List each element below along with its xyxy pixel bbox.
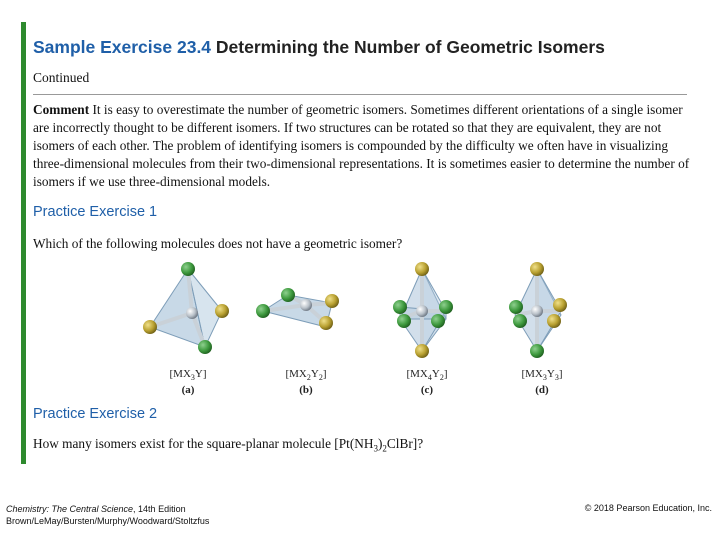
y-atom (530, 262, 544, 276)
x-atom (256, 304, 270, 318)
y-atom (415, 344, 429, 358)
practice-exercise-2-heading: Practice Exercise 2 (33, 406, 158, 422)
footer-copyright: © 2018 Pearson Education, Inc. (584, 503, 712, 513)
x-atom (431, 314, 445, 328)
comment-text: It is easy to overestimate the number of geometric isomers. Sometimes different orientations of a single isomer are incorrectly thought to be different isomers. If two structures can be rotated so that they are equivalent, they are not isomers of each other. The problem of identifying isomers is compounded by the difficulty we often have in visualizing three-dimensional molecules from their two-dimensional representations. It is sometimes easier to determine the number of isomers if we use three-dimensional models. (33, 102, 690, 189)
y-atom (553, 298, 567, 312)
practice-exercise-2-question: How many isomers exist for the square-planar molecule $[Pt(NH_3)_2ClBr]$? (33, 436, 424, 454)
x-atom (181, 262, 195, 276)
x-atom (143, 320, 157, 334)
x-atom (397, 314, 411, 328)
y-atom (215, 304, 229, 318)
title-rest: Determining the Number of Geometric Isomers (215, 37, 605, 57)
molecule-c-octahedral (393, 262, 453, 358)
option-letter-d: (d) (535, 384, 549, 396)
x-atom (198, 340, 212, 354)
book-authors: Brown/LeMay/Bursten/Murphy/Woodward/Stoltzfus (6, 516, 210, 526)
practice-exercise-1-question: Which of the following molecules does not have a geometric isomer? (33, 236, 403, 251)
option-letter-c: (c) (420, 384, 434, 396)
book-title: Chemistry: The Central Science (6, 504, 134, 514)
x-atom (509, 300, 523, 314)
comment-paragraph (33, 101, 693, 191)
continued-label: Continued (33, 70, 90, 85)
molecule-figure (130, 255, 590, 403)
y-atom (319, 316, 333, 330)
x-atom (281, 288, 295, 302)
practice-exercise-1-heading: Practice Exercise 1 (33, 204, 158, 220)
comment-label: Comment (33, 102, 90, 117)
option-letter-b: (b) (299, 384, 313, 396)
formula-c: $[MX_4Y_2]$ (406, 368, 448, 382)
x-atom (393, 300, 407, 314)
metal-atom (416, 305, 428, 317)
formula-a: $[MX_3Y]$ (169, 368, 207, 382)
option-letter-a: (a) (181, 384, 195, 396)
metal-atom (531, 305, 543, 317)
page-title (33, 37, 605, 58)
book-edition: , 14th Edition (133, 504, 186, 514)
molecule-b-square-planar (256, 288, 339, 330)
x-atom (439, 300, 453, 314)
y-atom (325, 294, 339, 308)
footer-citation (6, 503, 209, 527)
formula-b: $[MX_2Y_2]$ (285, 368, 327, 382)
x-atom (513, 314, 527, 328)
molecule-a-tetrahedral (143, 262, 229, 354)
metal-atom (300, 299, 312, 311)
divider (33, 94, 687, 95)
x-atom (530, 344, 544, 358)
y-atom (415, 262, 429, 276)
left-accent-bar (21, 22, 26, 464)
title-prefix: Sample Exercise 23.4 (33, 37, 212, 57)
y-atom (547, 314, 561, 328)
metal-atom (186, 307, 198, 319)
formula-d: $[MX_3Y_3]$ (521, 368, 563, 382)
molecule-d-octahedral (509, 262, 567, 358)
